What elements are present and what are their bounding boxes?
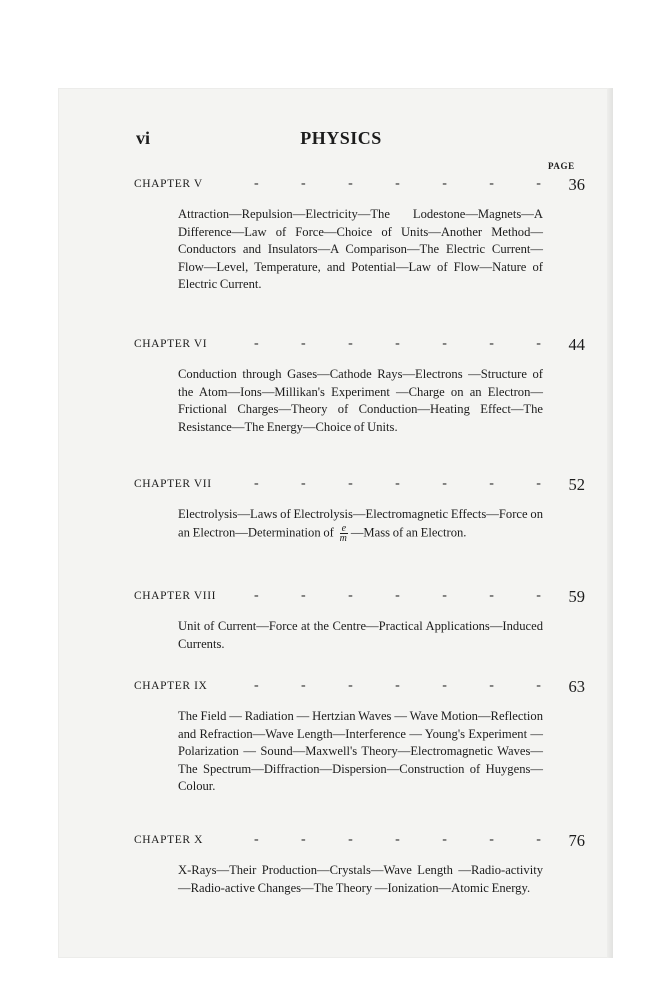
leader-dot: - xyxy=(395,832,400,847)
leader-dot: - xyxy=(301,678,306,693)
chapter-label: CHAPTER VI xyxy=(134,338,208,350)
chapter-label: CHAPTER X xyxy=(134,834,203,846)
e-over-m-fraction xyxy=(340,524,348,543)
chapter-summary: X-Rays—Their Production—Crystals—Wave Length —Radio-activity—Radio-active Changes—The Theory —Ionization—Atomic Energy. xyxy=(178,863,543,895)
chapter-label: CHAPTER VIII xyxy=(134,590,217,602)
leader-dot: - xyxy=(254,678,259,693)
chapter-page-number: 44 xyxy=(568,335,585,354)
summary-text: Electrolysis—Laws of Electrolysis—Electromagnetic Effects—Force on an Electron—Determination of xyxy=(178,507,543,539)
leader-dot: - xyxy=(395,476,400,491)
leader-dot: - xyxy=(536,336,541,351)
chapter-label: CHAPTER V xyxy=(134,178,203,190)
leader-dot: - xyxy=(489,678,494,693)
leader-dot: - xyxy=(348,336,353,351)
toc-entry-chapter-8 xyxy=(134,588,585,653)
leader-dot: - xyxy=(489,176,494,191)
leader-dot: - xyxy=(536,588,541,603)
leader-dot: - xyxy=(489,832,494,847)
chapter-heading-line xyxy=(134,678,585,700)
dot-leader xyxy=(254,832,541,848)
leader-dot: - xyxy=(536,832,541,847)
chapter-heading-line xyxy=(134,832,585,854)
chapter-page-number: 36 xyxy=(568,175,585,194)
leader-dot: - xyxy=(301,588,306,603)
leader-dot: - xyxy=(442,176,447,191)
leader-dot: - xyxy=(442,588,447,603)
leader-dot: - xyxy=(348,176,353,191)
dot-leader xyxy=(254,678,541,694)
chapter-label: CHAPTER VII xyxy=(134,478,212,490)
toc-entry-chapter-6 xyxy=(134,336,585,436)
leader-dot: - xyxy=(254,588,259,603)
chapter-page-number: 52 xyxy=(568,475,585,494)
leader-dot: - xyxy=(301,832,306,847)
toc-entry-chapter-7 xyxy=(134,476,585,543)
leader-dot: - xyxy=(489,336,494,351)
leader-dot: - xyxy=(536,176,541,191)
page-column-label: PAGE xyxy=(548,161,575,171)
leader-dot: - xyxy=(442,832,447,847)
leader-dot: - xyxy=(395,588,400,603)
chapter-heading-line xyxy=(134,336,585,358)
leader-dot: - xyxy=(348,476,353,491)
chapter-heading-line xyxy=(134,176,585,198)
leader-dot: - xyxy=(395,678,400,693)
leader-dot: - xyxy=(442,476,447,491)
chapter-page-number: 63 xyxy=(568,677,585,696)
leader-dot: - xyxy=(536,476,541,491)
leader-dot: - xyxy=(254,336,259,351)
dot-leader xyxy=(254,176,541,192)
chapter-page-number: 76 xyxy=(568,831,585,850)
chapter-label: CHAPTER IX xyxy=(134,680,208,692)
leader-dot: - xyxy=(301,176,306,191)
toc-entry-chapter-9 xyxy=(134,678,585,796)
toc-entry-chapter-5 xyxy=(134,176,585,294)
leader-dot: - xyxy=(489,588,494,603)
chapter-summary: Unit of Current—Force at the Centre—Practical Applications—Induced Currents. xyxy=(178,619,543,651)
leader-dot: - xyxy=(301,476,306,491)
toc-entry-chapter-10 xyxy=(134,832,585,897)
leader-dot: - xyxy=(348,832,353,847)
leader-dot: - xyxy=(536,678,541,693)
leader-dot: - xyxy=(489,476,494,491)
chapter-summary: Conduction through Gases—Cathode Rays—Electrons —Structure of the Atom—Ions—Millikan's Experiment —Charge on an Electron—Frictional Charges—Theory of Conduction—Heating Effect—The Resistance—The Energy—Choice of Units. xyxy=(178,367,543,434)
fraction-denominator: m xyxy=(339,532,347,544)
leader-dot: - xyxy=(395,336,400,351)
leader-dot: - xyxy=(348,678,353,693)
leader-dot: - xyxy=(254,476,259,491)
chapter-summary xyxy=(178,506,543,543)
leader-dot: - xyxy=(442,678,447,693)
page-number: vi xyxy=(136,128,151,148)
fraction-numerator: e xyxy=(341,522,347,534)
leader-dot: - xyxy=(348,588,353,603)
book-title: PHYSICS xyxy=(300,128,382,148)
dot-leader xyxy=(254,336,541,352)
chapter-summary: Attraction—Repulsion—Electricity—The Lodestone—Magnets—A Difference—Law of Force—Choice of Units—Another Method—Conductors and Insulators—A Comparison—The Electric Current—Flow—Level, Temperature, and Potential—Law of Flow—Nature of Electric Current. xyxy=(178,207,543,292)
leader-dot: - xyxy=(442,336,447,351)
dot-leader xyxy=(254,588,541,604)
running-head xyxy=(136,128,546,152)
chapter-heading-line xyxy=(134,476,585,498)
leader-dot: - xyxy=(254,832,259,847)
leader-dot: - xyxy=(395,176,400,191)
chapter-summary: The Field — Radiation — Hertzian Waves — Wave Motion—Reflection and Refraction—Wave Length—Interference — Young's Experiment — Polarization — Sound—Maxwell's Theory—Electromagnetic Waves—The Spectrum—Diffraction—Dispersion—Construction of Huygens—Colour. xyxy=(178,709,543,794)
leader-dot: - xyxy=(254,176,259,191)
dot-leader xyxy=(254,476,541,492)
leader-dot: - xyxy=(301,336,306,351)
chapter-page-number: 59 xyxy=(568,587,585,606)
chapter-heading-line xyxy=(134,588,585,610)
summary-text-tail: —Mass of an Electron. xyxy=(350,524,467,539)
